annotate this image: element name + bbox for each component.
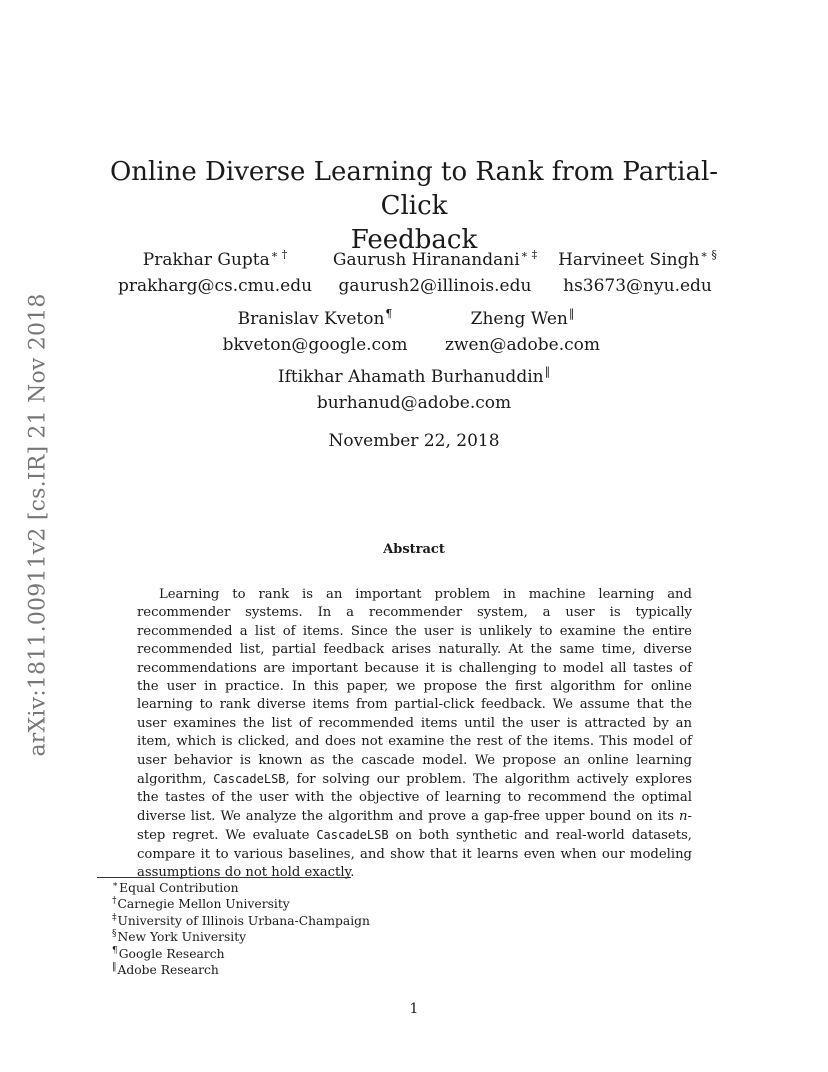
footnote bbox=[112, 962, 370, 978]
abstract-text: -step regret. We evaluate bbox=[137, 808, 692, 844]
footnote-mark: † bbox=[112, 896, 117, 907]
footnote-text: University of Illinois Urbana-Champaign bbox=[117, 913, 370, 928]
author-email: prakharg@cs.cmu.edu bbox=[117, 276, 313, 296]
footnote-divider bbox=[97, 877, 351, 878]
author-affiliation-marks: ‖ bbox=[544, 365, 551, 378]
footnote-mark: § bbox=[112, 929, 117, 940]
footnote-text: New York University bbox=[117, 930, 247, 945]
footnotes bbox=[112, 880, 370, 978]
footnote-text: Equal Contribution bbox=[119, 881, 239, 895]
author-affiliation-marks: ‖ bbox=[568, 307, 575, 320]
footnote bbox=[112, 880, 370, 896]
publication-date: November 22, 2018 bbox=[328, 431, 500, 451]
author-block bbox=[115, 247, 315, 299]
author-block bbox=[440, 306, 605, 358]
arxiv-identifier-stamp: arXiv:1811.00911v2 [cs.IR] 21 Nov 2018 bbox=[25, 293, 51, 757]
footnote bbox=[112, 929, 370, 945]
page-number: 1 bbox=[409, 1001, 419, 1017]
author-email: bkveton@google.com bbox=[222, 335, 408, 355]
author-name: Zheng Wen bbox=[470, 309, 568, 329]
paper-title-line-2: Feedback bbox=[350, 225, 478, 255]
author-block bbox=[220, 306, 410, 358]
footnote-text: Google Research bbox=[118, 946, 225, 961]
author-email: burhanud@adobe.com bbox=[316, 393, 512, 413]
author-email: hs3673@nyu.edu bbox=[563, 276, 712, 296]
abstract-text: , for solving our problem. The algorithm actively explores the tastes of the user with the objective of learning to recommend the optimal diverse list. We analyze the algorithm and prove a gap-free upper bound on its bbox=[137, 772, 692, 824]
author-email: gaurush2@illinois.edu bbox=[338, 276, 532, 296]
author-name: Gaurush Hiranandani bbox=[332, 250, 520, 270]
abstract-body bbox=[137, 586, 692, 883]
footnote-mark: ‡ bbox=[112, 912, 117, 923]
footnote-mark: ‖ bbox=[112, 962, 117, 973]
footnote bbox=[112, 896, 370, 912]
abstract-paragraph bbox=[137, 586, 692, 883]
paper-title bbox=[100, 155, 728, 257]
footnote bbox=[112, 913, 370, 929]
footnote-text: Carnegie Mellon University bbox=[117, 897, 290, 912]
author-name: Iftikhar Ahamath Burhanuddin bbox=[277, 367, 544, 387]
paper-title-line-1: Online Diverse Learning to Rank from Partial-Click bbox=[109, 157, 719, 221]
author-name: Branislav Kveton bbox=[237, 309, 385, 329]
algorithm-name: CascadeLSB bbox=[316, 828, 389, 843]
footnote-mark: ¶ bbox=[112, 945, 118, 956]
author-block bbox=[330, 247, 540, 299]
abstract-heading: Abstract bbox=[383, 542, 445, 557]
author-name: Harvineet Singh bbox=[558, 250, 700, 270]
author-block bbox=[264, 364, 564, 416]
footnote-text: Adobe Research bbox=[117, 963, 219, 978]
author-block bbox=[555, 247, 720, 299]
footnote bbox=[112, 946, 370, 962]
author-affiliation-marks: ∗ § bbox=[700, 248, 717, 261]
algorithm-name: CascadeLSB bbox=[213, 772, 286, 787]
footnote-mark: ∗ bbox=[112, 880, 119, 890]
author-name: Prakhar Gupta bbox=[142, 250, 270, 270]
author-affiliation-marks: ∗ † bbox=[270, 248, 288, 261]
abstract-text: Learning to rank is an important problem in machine learning and recommender systems. In a recommender system, a user is typically recommended a list of items. Since the user is unlikely to examine the entire recommended list, partial feedback arises naturally. At the same time, diverse recommendations are important because it is challenging to model all tastes of the user in practice. In this paper, we propose the first algorithm for online learning to rank diverse items from partial-click feedback. We assume that the user examines the list of recommended items until the user is attracted by an item, which is clicked, and does not examine the rest of the items. This model of user behavior is known as the cascade model. We propose an online learning algorithm, bbox=[137, 587, 692, 788]
math-variable: n bbox=[679, 808, 688, 824]
author-email: zwen@adobe.com bbox=[445, 335, 600, 355]
author-affiliation-marks: ∗ ‡ bbox=[520, 248, 538, 261]
author-affiliation-marks: ¶ bbox=[385, 307, 393, 320]
abstract-text: on both synthetic and real-world datasets, compare it to various baselines, and show that it learns even when our modeling assumptions do not hold exactly. bbox=[137, 828, 692, 881]
